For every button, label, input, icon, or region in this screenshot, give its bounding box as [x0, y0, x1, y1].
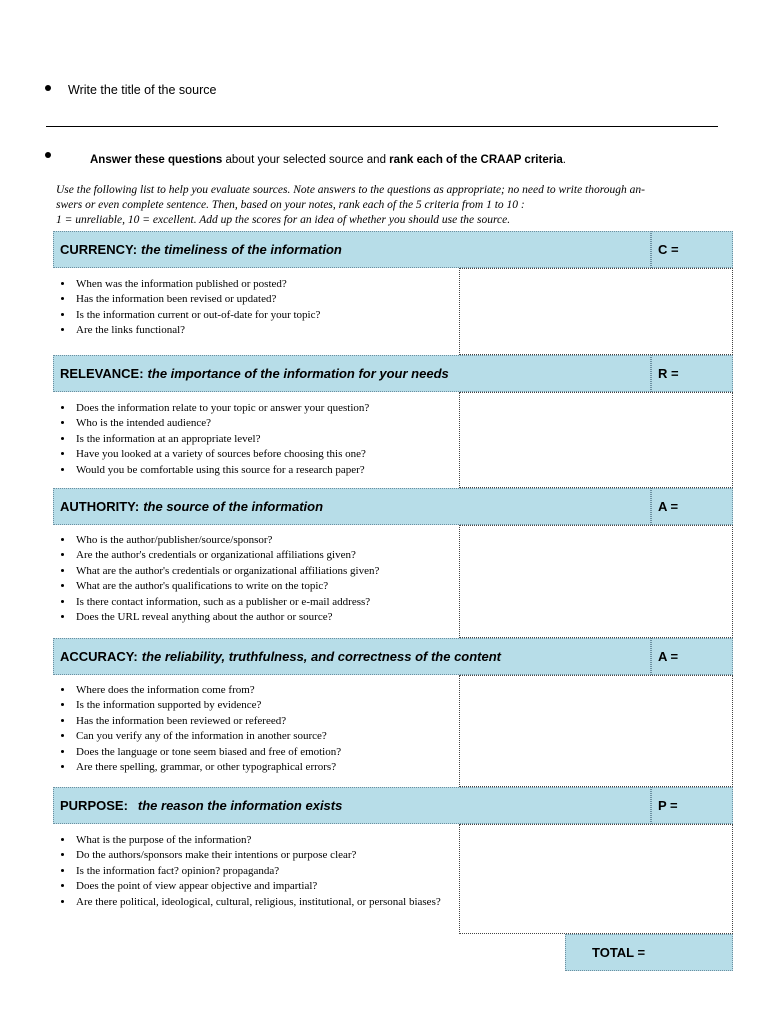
intro-line: 1 = unreliable, 10 = excellent. Add up the scores for an idea of whether you should use the source.	[56, 214, 511, 226]
question-item: • What is the purpose of the information?	[74, 833, 469, 848]
bullet-icon	[45, 152, 51, 158]
question-list-authority	[56, 533, 469, 625]
question-item: • What are the author's qualifications to write on the topic?	[74, 579, 469, 594]
question-item: • Does the information relate to your topic or answer your question?	[74, 401, 469, 416]
score-cell-purpose[interactable]: P =	[651, 787, 733, 824]
section-header-purpose	[53, 787, 651, 824]
score-cell-authority[interactable]: A =	[651, 488, 733, 525]
intro-paragraph	[56, 183, 716, 228]
question-item: • Is the information fact? opinion? propaganda?	[74, 864, 469, 879]
section-header-authority	[53, 488, 651, 525]
section-desc: the reliability, truthfulness, and correctness of the content	[141, 649, 502, 664]
question-item: • Is the information supported by evidence?	[74, 698, 469, 713]
question-list-currency	[56, 277, 469, 339]
question-item: • Where does the information come from?	[74, 683, 469, 698]
score-cell-accuracy[interactable]: A =	[651, 638, 733, 675]
notes-box-accuracy[interactable]	[459, 675, 733, 787]
question-item: • Has the information been revised or updated?	[74, 292, 469, 307]
instruction-bold-a: Answer these questions	[90, 154, 223, 166]
question-item: • Who is the author/publisher/source/sponsor?	[74, 533, 469, 548]
question-item: • Are the links functional?	[74, 323, 469, 338]
question-item: • Is the information at an appropriate level?	[74, 432, 469, 447]
notes-box-currency[interactable]	[459, 268, 733, 355]
section-header-currency	[53, 231, 651, 268]
total-score-cell[interactable]: TOTAL =	[565, 934, 733, 971]
question-item: • Has the information been reviewed or refereed?	[74, 714, 469, 729]
notes-box-purpose[interactable]	[459, 824, 733, 934]
section-title: PURPOSE:	[60, 798, 128, 813]
question-item: • Is there contact information, such as a publisher or e-mail address?	[74, 595, 469, 610]
score-cell-currency[interactable]: C =	[651, 231, 733, 268]
question-item: • Does the point of view appear objective and impartial?	[74, 879, 469, 894]
score-cell-relevance[interactable]: R =	[651, 355, 733, 392]
bullet-icon	[45, 85, 51, 91]
question-item: • What are the author's credentials or organizational affiliations given?	[74, 564, 469, 579]
question-item: • Who is the intended audience?	[74, 416, 469, 431]
instruction-normal-a: about your selected source and	[222, 154, 390, 166]
notes-box-relevance[interactable]	[459, 392, 733, 488]
section-title: AUTHORITY:	[60, 499, 140, 514]
question-item: • Does the language or tone seem biased and free of emotion?	[74, 745, 469, 760]
question-item: • Would you be comfortable using this source for a research paper?	[74, 463, 469, 478]
section-title: CURRENCY:	[60, 242, 138, 257]
source-title-prompt: Write the title of the source	[68, 83, 217, 97]
question-list-accuracy	[56, 683, 469, 775]
question-item: • When was the information published or posted?	[74, 277, 469, 292]
question-item: • Can you verify any of the information in another source?	[74, 729, 469, 744]
section-title: ACCURACY:	[60, 649, 138, 664]
section-header-accuracy	[53, 638, 651, 675]
question-list-relevance	[56, 401, 469, 478]
question-item: • Are there spelling, grammar, or other typographical errors?	[74, 760, 469, 775]
question-item: • Does the URL reveal anything about the author or source?	[74, 610, 469, 625]
intro-line: Use the following list to help you evaluate sources. Note answers to the questions as appropriate; no need to write thorough an-	[56, 184, 646, 196]
section-desc: the reason the information exists	[137, 798, 343, 813]
question-item: • Do the authors/sponsors make their intentions or purpose clear?	[74, 848, 469, 863]
section-desc: the timeliness of the information	[141, 242, 342, 257]
source-title-line[interactable]	[46, 126, 718, 127]
intro-line: swers or even complete sentence. Then, based on your notes, rank each of the 5 criteria from 1 to 10 :	[56, 199, 525, 211]
section-desc: the source of the information	[143, 499, 324, 514]
instruction-normal-b: .	[562, 154, 566, 166]
question-item: • Are there political, ideological, cultural, religious, institutional, or personal biases?	[74, 895, 469, 910]
question-item: • Are the author's credentials or organizational affiliations given?	[74, 548, 469, 563]
question-item: • Is the information current or out-of-date for your topic?	[74, 308, 469, 323]
question-list-purpose	[56, 833, 469, 910]
section-header-relevance	[53, 355, 651, 392]
instruction-text	[90, 154, 566, 166]
notes-box-authority[interactable]	[459, 525, 733, 638]
instruction-bold-b: rank each of the CRAAP criteria	[389, 154, 563, 166]
section-title: RELEVANCE:	[60, 366, 144, 381]
section-desc: the importance of the information for your needs	[147, 366, 449, 381]
question-item: • Have you looked at a variety of sources before choosing this one?	[74, 447, 469, 462]
